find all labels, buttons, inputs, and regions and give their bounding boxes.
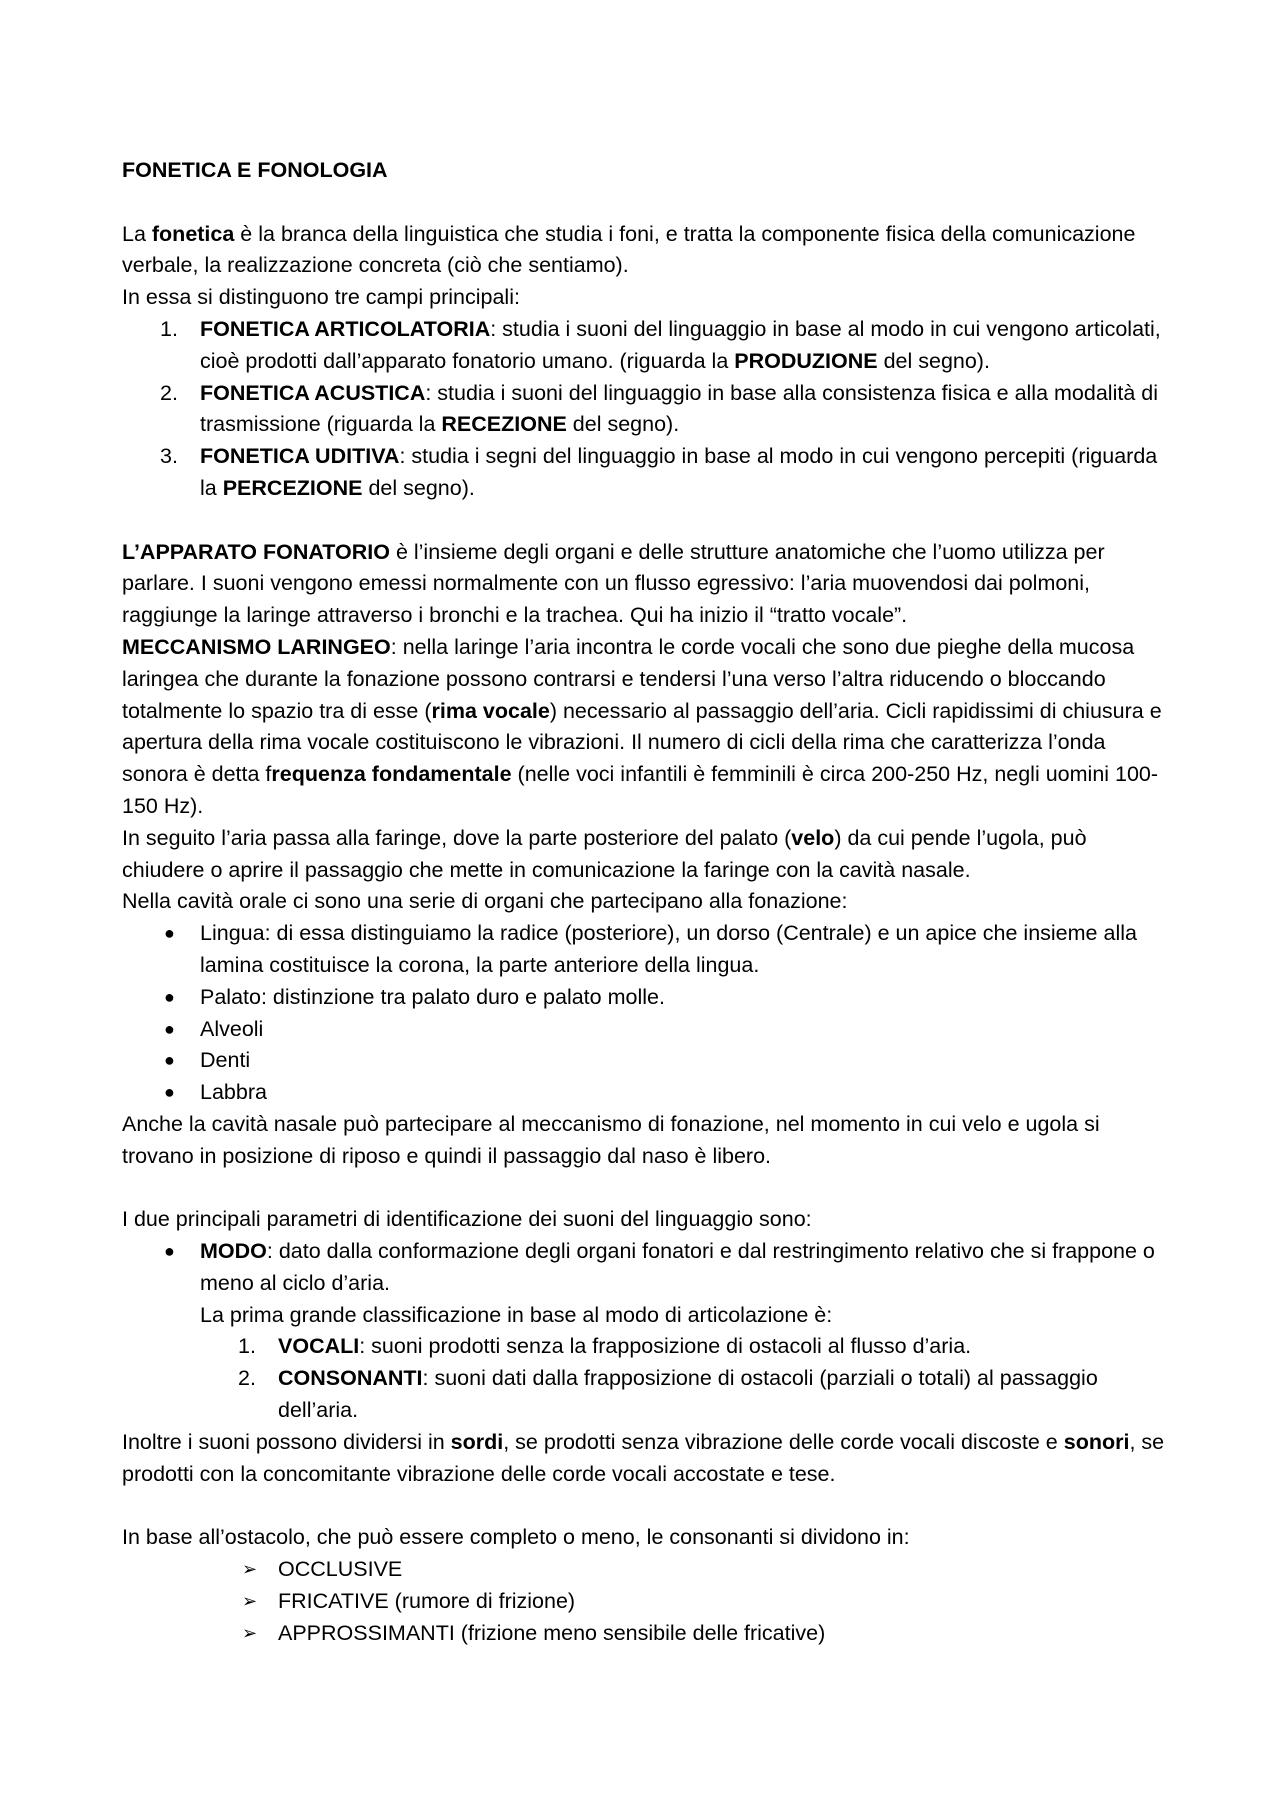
list-number: 2. [238, 1366, 256, 1391]
list-number: 1. [238, 1334, 256, 1359]
meccanismo-paragraph: MECCANISMO LARINGEO: nella laringe l’aria incontra le corde vocali che sono due pieghe della mucosa laringea che durante la fonazione possono contrarsi e tendersi l’una verso l’altra riducendo o bloccando totalmente lo spazio tra di esse (rima vocale) necessario al passaggio dell’aria. Cicli rapidissimi di chiusura e apertura della rima vocale costituiscono le vibrazioni. Il numero di cicli della rima che caratterizza l’onda sonora è detta frequenza fondamentale (nelle voci infantili è femminili è circa 200-250 Hz, negli uomini 100-150 Hz). [122, 634, 1162, 818]
bullet-icon: ● [164, 1050, 175, 1071]
organi-list [122, 918, 1172, 1109]
arrow-bullet-icon: ➢ [242, 1622, 258, 1643]
intro-paragraph: La fonetica è la branca della linguistica che studia i foni, e tratta la componente fisica della comunicazione verbale, la realizzazione concreta (ciò che sentiamo). [122, 221, 1136, 278]
campi-list [122, 314, 1172, 505]
list-item: 3. FONETICA UDITIVA: studia i segni del linguaggio in base al modo in cui vengono percepiti (riguarda la PERCEZIONE del segno). [122, 441, 1172, 505]
orale-intro: Nella cavità orale ci sono una serie di organi che partecipano alla fonazione: [122, 889, 848, 914]
list-item: 2. CONSONANTI: suoni dati dalla frapposizione di ostacoli (parziali o totali) al passaggio dell’aria. [122, 1363, 1172, 1427]
list-item: 2. FONETICA ACUSTICA: studia i suoni del linguaggio in base alla consistenza fisica e alla modalità di trasmissione (riguarda la RECEZIONE del segno). [122, 378, 1172, 442]
bullet-icon: ● [164, 1018, 175, 1039]
bullet-icon: ● [164, 1241, 175, 1262]
list-item: ● MODO: dato dalla conformazione degli organi fonatori e dal restringimento relativo che si frappone o meno al ciclo d’aria. [122, 1236, 1172, 1300]
bullet-icon: ● [164, 986, 175, 1007]
bullet-icon: ● [164, 923, 175, 944]
document-page [122, 155, 1172, 1649]
arrow-bullet-icon: ➢ [242, 1559, 258, 1580]
list-item: ● Alveoli [122, 1014, 1172, 1046]
arrow-bullet-icon: ➢ [242, 1590, 258, 1611]
list-number: 2. [160, 380, 178, 405]
classificazione-intro: La prima grande classificazione in base al modo di articolazione è: [200, 1302, 833, 1327]
list-item: ● Lingua: di essa distinguiamo la radice (posteriore), un dorso (Centrale) e un apice che insieme alla lamina costituisce la corona, la parte anteriore della lingua. [122, 918, 1172, 982]
sordi-sonori-paragraph: Inoltre i suoni possono dividersi in sordi, se prodotti senza vibrazione delle corde vocali discoste e sonori, se prodotti con la concomitante vibrazione delle corde vocali accostate e tese. [122, 1429, 1165, 1486]
list-number: 1. [160, 316, 178, 341]
list-item: 1. VOCALI: suoni prodotti senza la frapposizione di ostacoli al flusso d’aria. [122, 1331, 1172, 1363]
bullet-icon: ● [164, 1082, 175, 1103]
list-item: ● Palato: distinzione tra palato duro e palato molle. [122, 982, 1172, 1014]
list-item: ● Denti [122, 1045, 1172, 1077]
consonanti-list [122, 1554, 1172, 1649]
ostacolo-intro: In base all’ostacolo, che può essere completo o meno, le consonanti si dividono in: [122, 1525, 910, 1550]
term-fonetica: fonetica [151, 221, 235, 246]
nasale-paragraph: Anche la cavità nasale può partecipare al meccanismo di fonazione, nel momento in cui velo e ugola si trovano in posizione di riposo e quindi il passaggio dal naso è libero. [122, 1111, 1100, 1168]
document-title: FONETICA E FONOLOGIA [122, 158, 388, 182]
faringe-paragraph: In seguito l’aria passa alla faringe, dove la parte posteriore del palato (velo) da cui pende l’ugola, può chiudere o aprire il passaggio che mette in comunicazione la faringe con la cavità nasale. [122, 825, 1087, 882]
list-number: 3. [160, 444, 178, 469]
parametri-intro: I due principali parametri di identificazione dei suoni del linguaggio sono: [122, 1207, 812, 1232]
list-item: 1. FONETICA ARTICOLATORIA: studia i suoni del linguaggio in base al modo in cui vengono articolati, cioè prodotti dall’apparato fonatorio umano. (riguarda la PRODUZIONE del segno). [122, 314, 1172, 378]
list-item: ● Labbra [122, 1077, 1172, 1109]
parametri-list [122, 1236, 1172, 1300]
list-item: ➢ APPROSSIMANTI (frizione meno sensibile delle fricative) [122, 1618, 1172, 1650]
campi-intro: In essa si distinguono tre campi principali: [122, 285, 520, 310]
list-item: ➢ FRICATIVE (rumore di frizione) [122, 1586, 1172, 1618]
classificazione-list [122, 1331, 1172, 1426]
list-item: ➢ OCCLUSIVE [122, 1554, 1172, 1586]
apparato-paragraph: L’APPARATO FONATORIO è l’insieme degli organi e delle strutture anatomiche che l’uomo utilizza per parlare. I suoni vengono emessi normalmente con un flusso egressivo: l’aria muovendosi dai polmoni, raggiunge la laringe attraverso i bronchi e la trachea. Qui ha inizio il “tratto vocale”. [122, 539, 1105, 628]
